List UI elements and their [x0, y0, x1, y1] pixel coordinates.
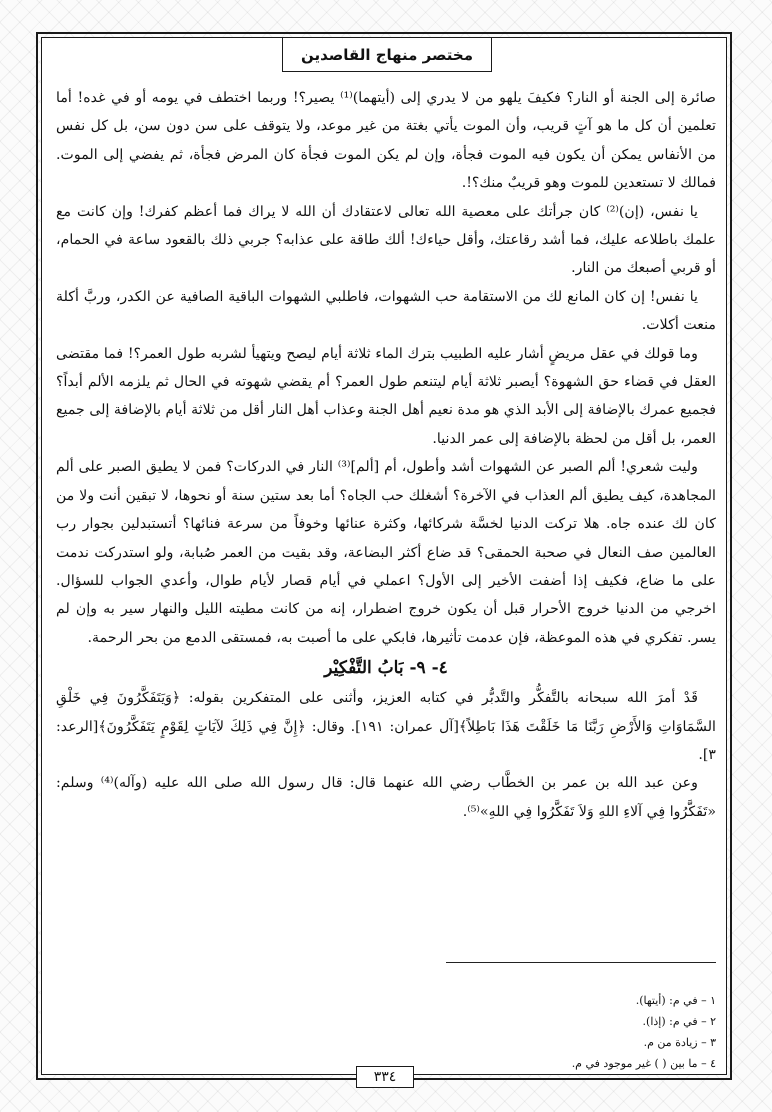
page-body [56, 84, 716, 826]
book-title-header [282, 38, 492, 72]
footnote-item: ٤ – ما بين ( ) غير موجود في م. [571, 1057, 716, 1070]
footnotes [446, 990, 716, 1074]
footnote-separator [446, 962, 716, 963]
body-paragraph-1: صائرة إلى الجنة أو النار؟ فكيفَ يلهو من لا يدري إلى (أيتهما)⁽¹⁾ يصير؟! وربما اختطف في يومه أو في غده! أما تعلمين أن كل ما هو آتٍ قريب، وأن الموت يأتي بغتة من غير موعد، ولا يتوقف على سن دون سن، بل كل نفس من الأنفاس يمكن أن يكون فيه الموت فجأة، وإن لم يكن الموت فجأة كان المرض فجأة، ثم يفضي إلى الموت. فمالك لا تستعدين للموت وهو قريبٌ منك؟!. [56, 90, 717, 192]
body-paragraph-5: وليت شعري! ألم الصبر عن الشهوات أشد وأطول، أم [ألم]⁽³⁾ النار في الدركات؟ فمن لا يطيق الصبر على ألم المجاهدة، كيف يطيق ألم العذاب في الآخرة؟ أشغلك حب الجاه؟ أما بعد ستين سنة أو نحوها، لا تبقين أنت ولا من كان لك عنده جاه. هلا تركت الدنيا لخسَّة شركائها، وكثرة عنائها وخوفاً من سرعة فنائها؟ أتستبدلين بجوار رب العالمين صف النعال في صحبة الحمقى؟ قد ضاع أكثر البضاعة، وقد بقيت من العمر صُبابة، ولو استدركت ندمت على ما ضاع، فكيف إذا أضفت الأخير إلى الأول؟ اعملي في أيام قصار لأيام طوال، وأعدي الجواب للسؤال. اخرجي من الدنيا خروج الأحرار قبل أن يكون خروج اضطرار، إنه من كانت مطيته الليل والنهار سير به وإن لم يسر. تفكري في هذه الموعظة، فإن عدمت تأثيرها، فابكي على ما أصبت به، فمستقى الدمع من بحر الرحمة. [56, 459, 716, 646]
page-number: ٣٣٤ [373, 1069, 397, 1085]
footnote-item: ٢ – في م: (إذا). [642, 1015, 716, 1028]
page-number-box [356, 1066, 414, 1088]
section-heading: ٤- ٩- بَابُ التَّفْكِيْر [324, 658, 448, 679]
section-paragraph-1: قَدْ أمرَ الله سبحانه بالتَّفكُّر والتَّدبُّر في كتابه العزيز، وأثنى على المتفكرين بقوله: ﴿وَيَتَفَكَّرُونَ فِي خَلْقِ السَّمَاوَاتِ وَالأَرْضِ رَبَّنَا مَا خَلَقْتَ هَذَا بَاطِلاً﴾[آل عمران: ١٩١]. وقال: ﴿إِنَّ فِي ذَلِكَ لآيَاتٍ لِقَوْمٍ يَتَفَكَّرُونَ﴾[الرعد: ٣]. [56, 690, 716, 763]
section-paragraph-2: وعن عبد الله بن عمر بن الخطَّاب رضي الله عنهما قال: قال رسول الله صلى الله عليه (وآله)⁽⁴⁾ وسلم: «تَفَكَّرُوا فِي آلاءِ اللهِ وَلاَ تَفَكَّرُوا فِي اللهِ»⁽⁵⁾. [56, 775, 716, 820]
footnote-item: ١ – في م: (أيتها). [635, 994, 716, 1007]
body-paragraph-3: يا نفس! إن كان المانع لك من الاستقامة حب الشهوات، فاطلبي الشهوات الباقية الصافية عن الكدر، وربَّ أكلة منعت أكلات. [56, 288, 716, 334]
book-title: مختصر منهاج القاصدين [300, 45, 474, 64]
body-paragraph-4: وما قولك في عقل مريضٍ أشار عليه الطبيب بترك الماء ثلاثة أيام ليصح ويتهيأ لشربه طول العمر؟! فما مقتضى العقل في قضاء حق الشهوة؟ أيصبر ثلاثة أيام ليتنعم طول العمر؟ أم يقضي شهوته في الحال ثم يلزمه الألم أبداً؟ فجميع عمرك بالإضافة إلى الأبد الذي هو مدة نعيم أهل الجنة وعذاب أهل النار أقل من ثلاثة أيام بالإضافة إلى جميع العمر، بل أقل من لحظة بالإضافة إلى عمر الدنيا. [56, 345, 716, 447]
footnote-item: ٣ – زيادة من م. [643, 1036, 716, 1049]
body-paragraph-2: يا نفس، (إن)⁽²⁾ كان جرأتك على معصية الله تعالى لاعتقادك أن الله لا يراك فما أعظم كفرك! وإن كانت مع علمك باطلاعه عليك، فما أشد رقاعتك، وأقل حياءك! ألك طاقة على عذابه؟ جربي ذلك بالقعود ساعة في الحمام، أو قربي أصبعك من النار. [56, 203, 716, 277]
